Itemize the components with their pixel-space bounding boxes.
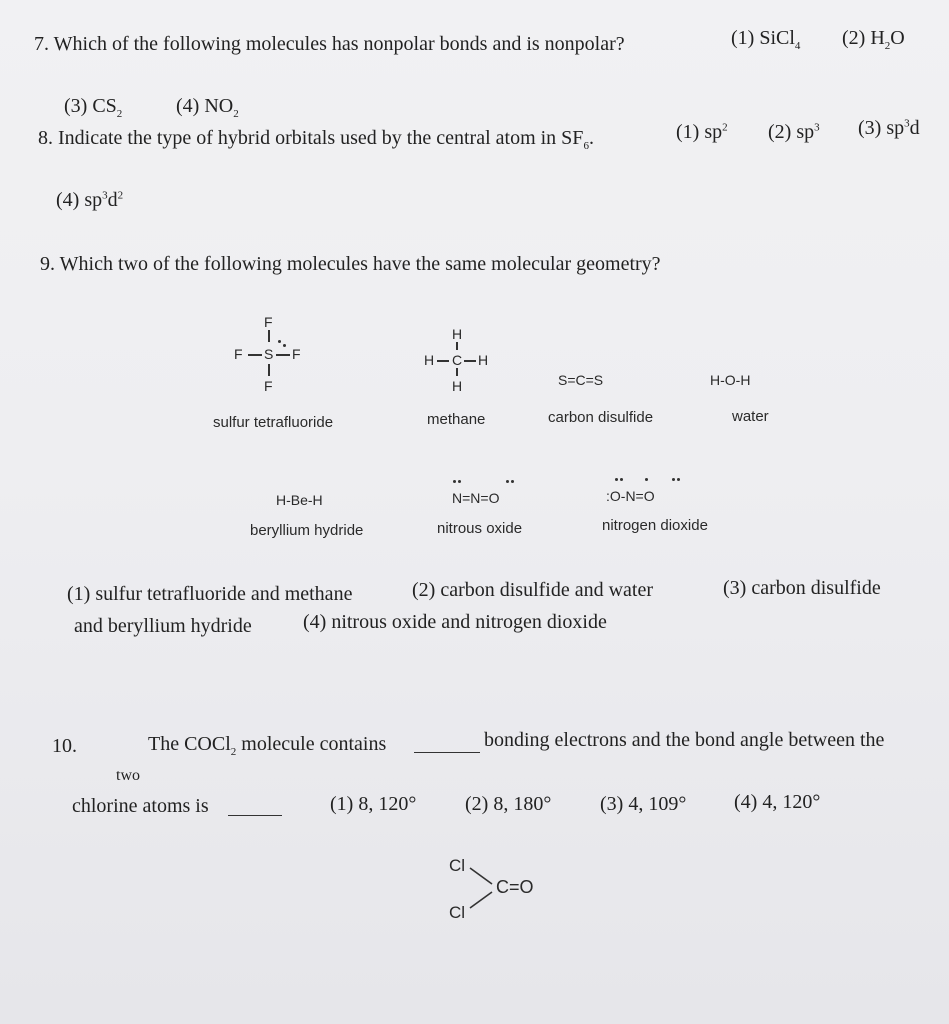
q7-stem: 7. Which of the following molecules has nonpolar bonds and is nonpolar? xyxy=(34,33,625,55)
label-beryllium-hydride: beryllium hydride xyxy=(250,522,364,539)
cocl2-cl-bottom: Cl xyxy=(449,903,466,922)
q9-stem: 9. Which two of the following molecules have the same molecular geometry? xyxy=(40,253,661,275)
nitrous-oxide-formula: N=N=O xyxy=(452,490,500,506)
q10-option-2[interactable]: (2) 8, 180° xyxy=(465,793,552,815)
q7-option-4[interactable]: (4) $NO_2$ xyxy=(176,95,239,120)
methane-atom-h-top: H xyxy=(452,326,463,342)
cocl2-cl-top: Cl xyxy=(449,856,466,875)
q10-blank-electrons[interactable] xyxy=(414,752,480,753)
label-sulfur-tetrafluoride: sulfur tetrafluoride xyxy=(213,414,334,431)
sf4-atom-f-top: F xyxy=(264,314,273,330)
methane-atom-h-right: H xyxy=(478,352,489,368)
n2o-lone-pair-dot xyxy=(511,480,514,483)
cocl2-bond-bottom xyxy=(470,892,492,908)
sf4-atom-f-left: F xyxy=(234,346,243,362)
q9-option-4[interactable]: (4) nitrous oxide and nitrogen dioxide xyxy=(303,611,607,633)
label-methane: methane xyxy=(427,411,486,428)
no2-lone-pair-dot xyxy=(672,478,675,481)
sf4-bond-bottom xyxy=(268,364,270,376)
q10-option-1[interactable]: (1) 8, 120° xyxy=(330,793,417,815)
q10-word-two: two xyxy=(116,767,140,784)
methane-bond-top xyxy=(456,342,458,350)
sf4-lone-pair-dot xyxy=(278,340,281,343)
sf4-atom-s: S xyxy=(264,346,274,362)
q8-option-2[interactable]: (2) $sp^3$ xyxy=(768,121,820,143)
sf4-atom-f-bottom: F xyxy=(264,378,273,394)
cocl2-bond-top xyxy=(470,868,492,884)
q10-option-4[interactable]: (4) 4, 120° xyxy=(734,791,821,813)
nitrogen-dioxide-formula: :O-N=O xyxy=(606,488,655,504)
sf4-atom-f-right: F xyxy=(292,346,301,362)
methane-atom-h-left: H xyxy=(424,352,435,368)
q8-stem: 8. Indicate the type of hybrid orbitals used by the central atom in $SF_6$. xyxy=(38,127,594,152)
methane-atom-c: C xyxy=(452,352,463,368)
q8-option-4[interactable]: (4) $sp^3d^2$ xyxy=(56,189,124,211)
no2-lone-pair-dot xyxy=(677,478,680,481)
sf4-bond-top xyxy=(268,330,270,342)
methane-bond-left xyxy=(437,360,449,362)
label-carbon-disulfide: carbon disulfide xyxy=(548,409,654,426)
q9-option-1[interactable]: (1) sulfur tetrafluoride and methane xyxy=(67,583,353,605)
q10-number: 10. xyxy=(52,735,77,757)
label-nitrous-oxide: nitrous oxide xyxy=(437,520,523,537)
sf4-bond-right xyxy=(276,354,290,356)
sf4-bond-left xyxy=(248,354,262,356)
no2-radical-dot xyxy=(645,478,648,481)
n2o-lone-pair-dot xyxy=(506,480,509,483)
methane-atom-h-bottom: H xyxy=(452,378,463,394)
q10-stem: The COCl$_2$ molecule contains xyxy=(148,733,387,758)
water-formula: H-O-H xyxy=(710,372,751,388)
methane-bond-bottom xyxy=(456,368,458,376)
sf4-lone-pair-dot xyxy=(283,344,286,347)
q10-option-3[interactable]: (3) 4, 109° xyxy=(600,793,687,815)
carbon-disulfide-formula: S=C=S xyxy=(558,372,604,388)
q8-option-3[interactable]: (3) $sp^3d$ xyxy=(858,117,920,139)
q7-option-3[interactable]: (3) $CS_2$ xyxy=(64,95,123,120)
no2-lone-pair-dot xyxy=(615,478,618,481)
beryllium-hydride-formula: H-Be-H xyxy=(276,492,323,508)
q8-option-1[interactable]: (1) $sp^2$ xyxy=(676,121,728,143)
label-nitrogen-dioxide: nitrogen dioxide xyxy=(602,517,708,534)
q9-option-2[interactable]: (2) carbon disulfide and water xyxy=(412,579,654,601)
q7-option-2[interactable]: (2) $H_2O$ xyxy=(842,27,905,52)
n2o-lone-pair-dot xyxy=(453,480,456,483)
q7-option-1[interactable]: (1) SiCl$_4$ xyxy=(731,27,801,52)
no2-lone-pair-dot xyxy=(620,478,623,481)
q10-stem-continued: bonding electrons and the bond angle between the xyxy=(484,729,885,751)
methane-bond-right xyxy=(464,360,476,362)
q10-chlorine-text: chlorine atoms is xyxy=(72,795,209,817)
q9-option-3[interactable]: (3) carbon disulfide xyxy=(723,577,881,599)
q10-blank-angle[interactable] xyxy=(228,815,282,816)
n2o-lone-pair-dot xyxy=(458,480,461,483)
q9-option-3-continued: and beryllium hydride xyxy=(74,615,252,637)
label-water: water xyxy=(732,408,769,425)
cocl2-carbonyl: C=O xyxy=(496,877,534,897)
